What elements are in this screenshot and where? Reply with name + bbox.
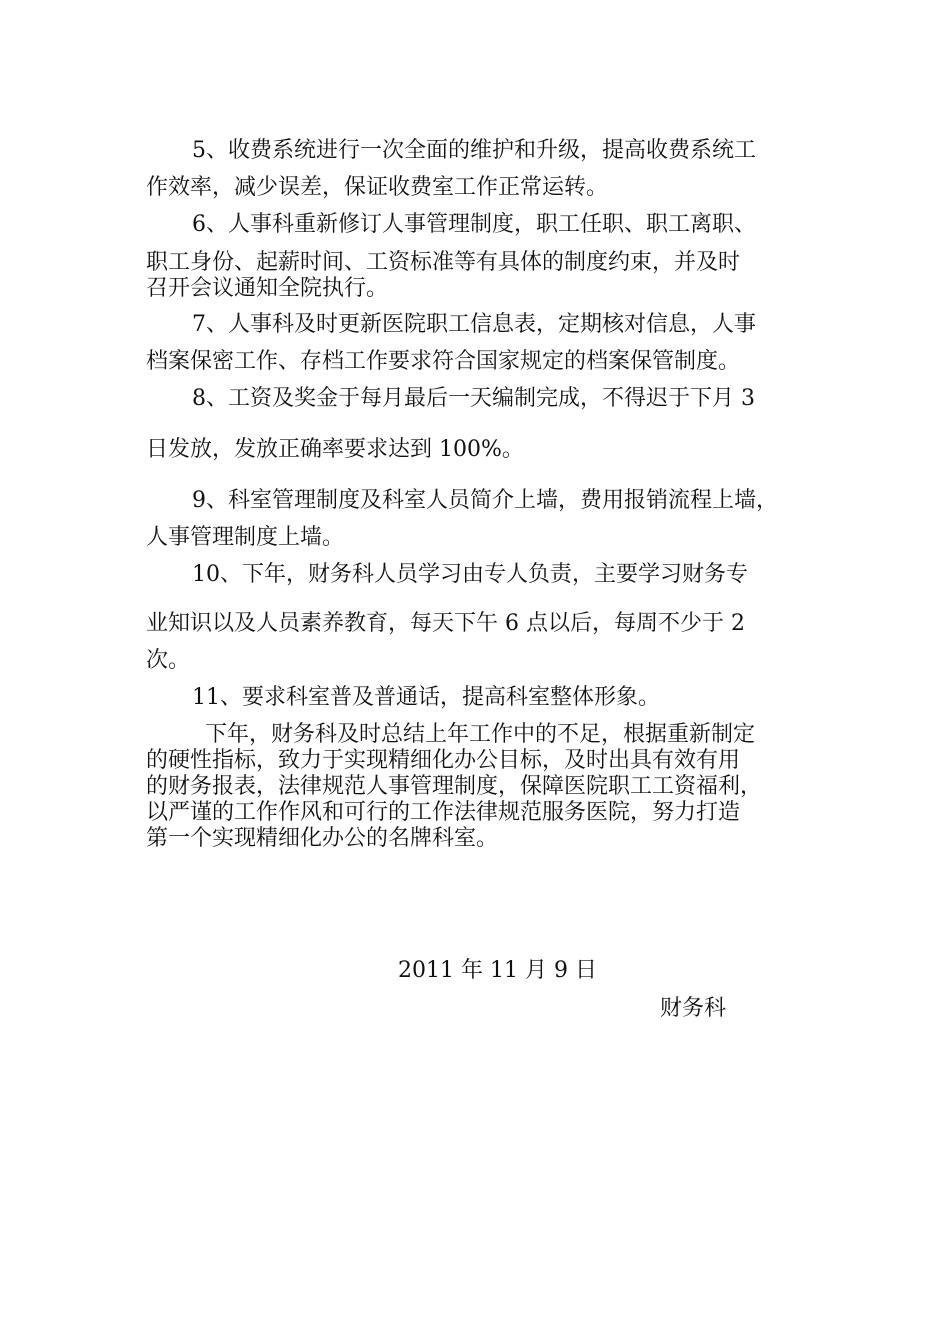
item-6-line-1: 6、人事科重新修订人事管理制度，职工任职、职工离职、 [192,212,756,237]
item-7-line-1: 7、人事科及时更新医院职工信息表，定期核对信息，人事 [192,312,756,337]
item-10-line-3: 次。 [146,648,191,673]
summary-line-5: 第一个实现精细化办公的名牌科室。 [146,826,499,851]
item-5-line-2: 作效率，减少误差，保证收费室工作正常运转。 [146,175,609,200]
document-date: 2011 年 11 月 9 日 [398,958,597,983]
summary-line-2: 的硬性指标，致力于实现精细化办公目标，及时出具有效有用 [146,748,741,773]
summary-line-4: 以严谨的工作作风和可行的工作法律规范服务医院，努力打造 [146,800,741,825]
summary-line-3: 的财务报表，法律规范人事管理制度，保障医院职工工资福利， [146,774,763,799]
item-8-line-1: 8、工资及奖金于每月最后一天编制完成，不得迟于下月 3 [192,386,755,411]
item-10-line-1: 10、下年，财务科人员学习由专人负责，主要学习财务专 [192,562,748,587]
item-8-line-2: 日发放，发放正确率要求达到 100%。 [146,437,524,462]
item-7-line-2: 档案保密工作、存档工作要求符合国家规定的档案保管制度。 [146,349,741,374]
department-signature: 财务科 [660,996,727,1021]
item-6-line-3: 召开会议通知全院执行。 [146,276,389,301]
item-11-line-1: 11、要求科室普及普通话，提高科室整体形象。 [192,685,660,710]
item-6-line-2: 职工身份、起薪时间、工资标准等有具体的制度约束，并及时 [146,250,741,275]
item-9-line-2: 人事管理制度上墙。 [146,525,345,550]
summary-line-1: 下年，财务科及时总结上年工作中的不足，根据重新制定 [205,722,756,747]
item-5-line-1: 5、收费系统进行一次全面的维护和升级，提高收费系统工 [192,138,756,163]
item-9-line-1: 9、科室管理制度及科室人员简介上墙，费用报销流程上墙， [192,488,778,513]
item-10-line-2: 业知识以及人员素养教育，每天下午 6 点以后，每周不少于 2 [146,611,745,636]
